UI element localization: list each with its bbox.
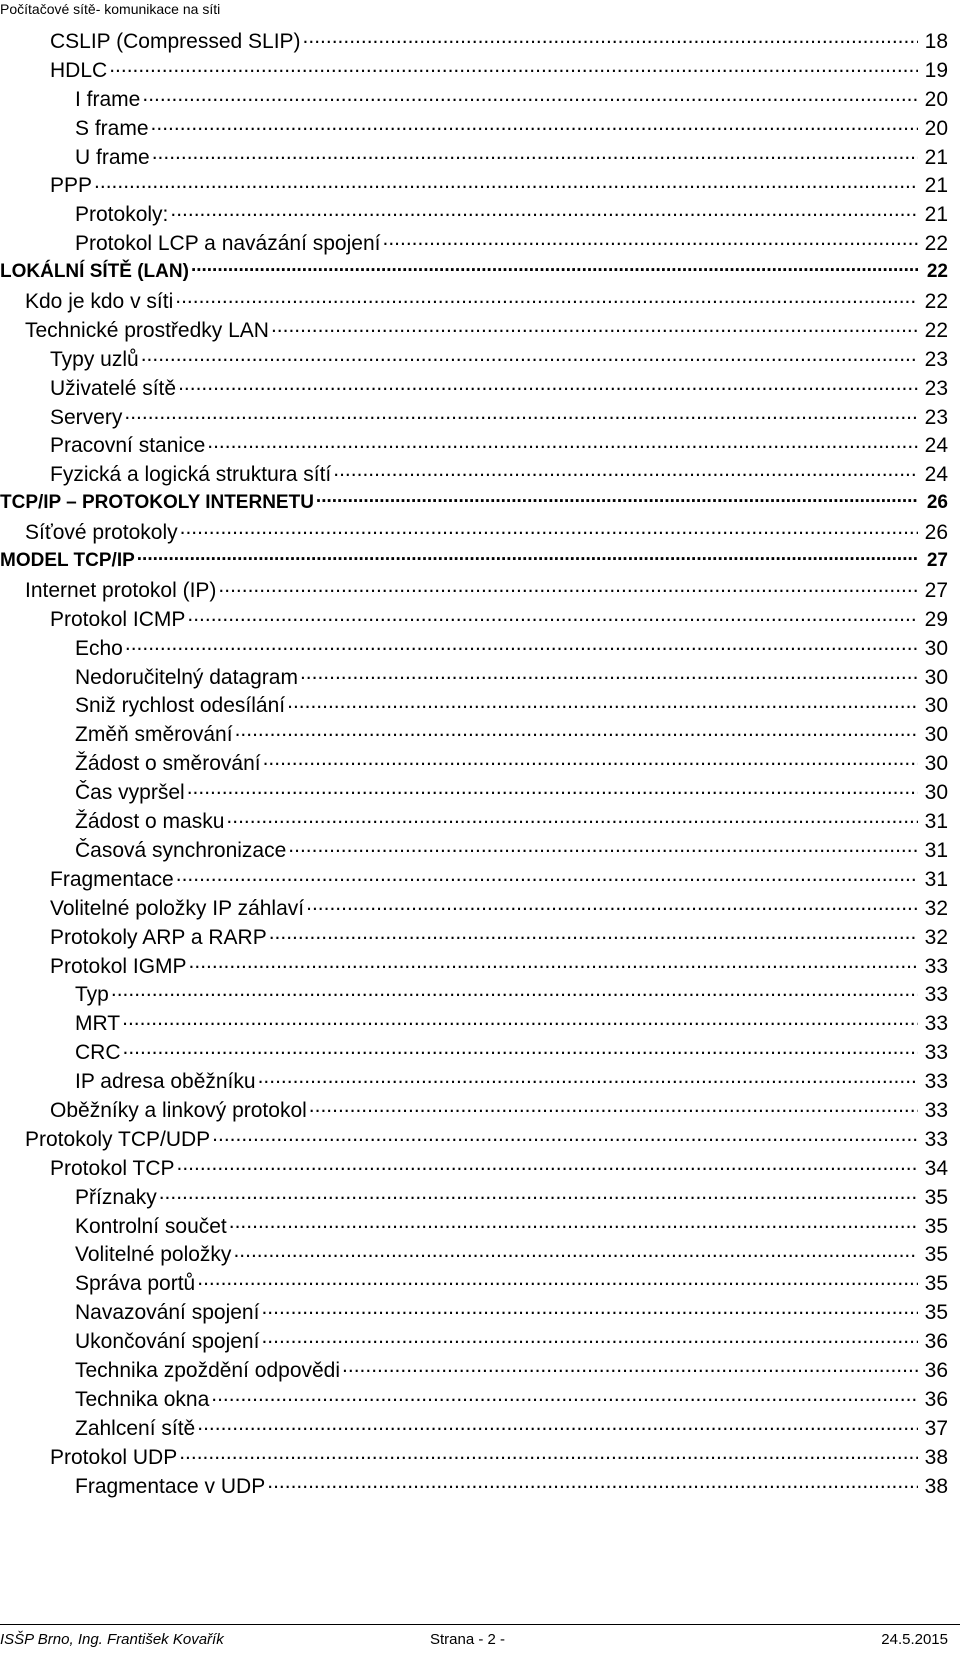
toc-entry-title: Volitelné položky IP záhlaví	[50, 896, 305, 920]
toc-entry-page: 38	[924, 1474, 948, 1498]
toc-entry-page: 23	[924, 405, 948, 429]
toc-entry-title: Protokol ICMP	[50, 607, 186, 631]
toc-dot-leader	[187, 605, 918, 626]
footer-page-number: Strana - 2 -	[430, 1631, 506, 1648]
toc-entry[interactable]	[0, 894, 960, 923]
toc-dot-leader	[306, 894, 918, 915]
toc-dot-leader	[152, 143, 918, 164]
toc-entry-page: 18	[924, 30, 948, 53]
toc-entry-page: 24	[924, 434, 948, 458]
toc-entry-title: Časová synchronizace	[75, 838, 287, 862]
toc-entry-title: Protokoly:	[75, 203, 169, 227]
toc-dot-leader	[267, 1472, 918, 1493]
toc-entry-title: Protokol UDP	[50, 1445, 178, 1469]
toc-entry-page: 22	[924, 232, 948, 256]
footer-author: ISŠP Brno, Ing. František Kovařík	[0, 1631, 224, 1648]
toc-entry-page: 33	[924, 1041, 948, 1065]
toc-dot-leader	[300, 663, 918, 684]
toc-entry-page: 26	[926, 492, 948, 514]
toc-entry-page: 36	[924, 1387, 948, 1411]
toc-dot-leader	[159, 1183, 918, 1204]
toc-dot-leader	[261, 1298, 918, 1319]
toc-dot-leader	[111, 980, 918, 1001]
toc-entry-page: 36	[924, 1330, 948, 1354]
toc-entry-page: 33	[924, 954, 948, 978]
toc-entry[interactable]	[0, 1240, 960, 1269]
toc-entry-title: Technické prostředky LAN	[25, 318, 269, 342]
toc-entry-title: Správa portů	[75, 1272, 196, 1296]
toc-entry-title: Čas vypršel	[75, 781, 185, 805]
toc-entry-page: 19	[924, 58, 948, 82]
toc-dot-leader	[124, 403, 918, 424]
toc-entry-title: Kontrolní součet	[75, 1214, 227, 1238]
toc-dot-leader	[316, 489, 918, 508]
toc-entry[interactable]	[0, 1443, 960, 1472]
toc-entry-page: 33	[924, 1127, 948, 1151]
toc-dot-leader	[197, 1414, 918, 1435]
toc-entry-title: HDLC	[50, 58, 108, 82]
toc-entry-page: 20	[924, 87, 948, 111]
toc-entry-title: Pracovní stanice	[50, 434, 206, 458]
toc-entry-title: Typ	[75, 983, 109, 1007]
toc-dot-leader	[170, 200, 918, 221]
toc-entry-title: Protokol LCP a navázání spojení	[75, 232, 381, 256]
toc-entry[interactable]	[0, 807, 960, 836]
toc-entry-page: 26	[924, 521, 948, 545]
toc-entry-title: Žádost o masku	[75, 810, 225, 834]
toc-entry-page: 22	[926, 261, 948, 283]
toc-entry-title: IP adresa oběžníku	[75, 1070, 256, 1094]
toc-entry-page: 32	[924, 925, 948, 949]
toc-entry-title: Fragmentace	[50, 867, 174, 891]
toc-entry[interactable]	[0, 952, 960, 981]
toc-entry[interactable]	[0, 374, 960, 403]
toc-entry[interactable]	[0, 171, 960, 200]
toc-entry-page: 29	[924, 607, 948, 631]
toc-entry[interactable]	[0, 576, 960, 605]
toc-dot-leader	[123, 1038, 919, 1059]
toc-dot-leader	[122, 1009, 918, 1030]
toc-entry-page: 31	[924, 838, 948, 862]
toc-dot-leader	[191, 258, 918, 277]
toc-entry[interactable]	[0, 489, 960, 518]
toc-entry-page: 23	[924, 347, 948, 371]
toc-entry-title: Typy uzlů	[50, 347, 139, 371]
toc-entry-title: CRC	[75, 1041, 121, 1065]
toc-entry-page: 27	[926, 550, 948, 572]
toc-entry-page: 31	[924, 810, 948, 834]
toc-entry-title: Protokoly TCP/UDP	[25, 1127, 211, 1151]
toc-entry-title: Volitelné položky	[75, 1243, 232, 1267]
toc-entry[interactable]	[0, 316, 960, 345]
toc-entry[interactable]	[0, 1038, 960, 1067]
toc-entry[interactable]	[0, 980, 960, 1009]
toc-dot-leader	[235, 720, 918, 741]
toc-dot-leader	[288, 836, 918, 857]
toc-entry-page: 35	[924, 1272, 948, 1296]
toc-dot-leader	[269, 923, 918, 944]
toc-entry-title: Protokol IGMP	[50, 954, 187, 978]
toc-entry-title: Echo	[75, 636, 123, 660]
document-title: Počítačové sítě- komunikace na síti	[0, 1, 221, 17]
toc-dot-leader	[229, 1212, 918, 1233]
toc-entry[interactable]	[0, 1096, 960, 1125]
toc-entry[interactable]	[0, 1125, 960, 1154]
toc-dot-leader	[207, 431, 918, 452]
toc-entry[interactable]	[0, 258, 960, 287]
toc-entry-page: 35	[924, 1185, 948, 1209]
footer-divider	[0, 1624, 960, 1625]
toc-dot-leader	[271, 316, 918, 337]
toc-entry-title: Uživatelé sítě	[50, 376, 177, 400]
toc-entry-title: PPP	[50, 174, 93, 198]
toc-entry-page: 33	[924, 983, 948, 1007]
toc-dot-leader	[179, 1443, 918, 1464]
toc-entry-page: 30	[924, 665, 948, 689]
toc-dot-leader	[263, 749, 918, 770]
toc-entry-page: 30	[924, 723, 948, 747]
toc-dot-leader	[180, 518, 918, 539]
toc-entry[interactable]	[0, 345, 960, 374]
toc-entry-title: Sniž rychlost odesílání	[75, 694, 286, 718]
toc-entry[interactable]	[0, 1298, 960, 1327]
toc-dot-leader	[151, 114, 918, 135]
toc-entry-page: 33	[924, 1012, 948, 1036]
toc-entry[interactable]	[0, 1183, 960, 1212]
toc-entry-page: 30	[924, 752, 948, 776]
toc-entry[interactable]	[0, 547, 960, 576]
toc-entry-page: 21	[924, 145, 948, 169]
toc-entry-title: Zahlcení sítě	[75, 1416, 196, 1440]
toc-entry-title: TCP/IP – PROTOKOLY INTERNETU	[0, 492, 314, 514]
toc-entry-title: Žádost o směrování	[75, 752, 261, 776]
toc-entry-page: 35	[924, 1301, 948, 1325]
toc-entry-page: 27	[924, 578, 948, 602]
toc-entry-title: Kdo je kdo v síti	[25, 290, 174, 314]
toc-dot-leader	[303, 27, 918, 48]
toc-entry[interactable]	[0, 663, 960, 692]
toc-dot-leader	[211, 1385, 918, 1406]
toc-entry-page: 30	[924, 781, 948, 805]
toc-entry-page: 37	[924, 1416, 948, 1440]
toc-entry[interactable]	[0, 865, 960, 894]
toc-entry-title: Nedoručitelný datagram	[75, 665, 298, 689]
toc-entry[interactable]	[0, 143, 960, 172]
toc-entry-title: Technika zpoždění odpovědi	[75, 1358, 341, 1382]
toc-entry[interactable]	[0, 431, 960, 460]
toc-entry-page: 20	[924, 116, 948, 140]
toc-dot-leader	[187, 778, 918, 799]
toc-dot-leader	[342, 1356, 918, 1377]
toc-entry-title: Oběžníky a linkový protokol	[50, 1098, 307, 1122]
toc-entry[interactable]	[0, 749, 960, 778]
toc-entry-title: MODEL TCP/IP	[0, 550, 135, 572]
toc-entry-page: 33	[924, 1098, 948, 1122]
footer-date: 24.5.2015	[881, 1631, 948, 1648]
toc-entry[interactable]	[0, 1472, 960, 1501]
toc-entry-page: 34	[924, 1156, 948, 1180]
table-of-contents	[0, 27, 960, 1500]
toc-entry[interactable]	[0, 200, 960, 229]
toc-entry-title: Síťové protokoly	[25, 521, 178, 545]
toc-dot-leader	[197, 1269, 918, 1290]
toc-entry-page: 22	[924, 290, 948, 314]
toc-entry-page: 31	[924, 867, 948, 891]
toc-entry-title: U frame	[75, 145, 150, 169]
page-footer	[0, 1630, 960, 1650]
toc-entry[interactable]	[0, 1212, 960, 1241]
toc-entry[interactable]	[0, 1385, 960, 1414]
toc-entry-title: CSLIP (Compressed SLIP)	[50, 30, 301, 53]
toc-entry-page: 30	[924, 636, 948, 660]
toc-entry[interactable]	[0, 460, 960, 489]
toc-entry-page: 23	[924, 376, 948, 400]
toc-dot-leader	[177, 1154, 919, 1175]
toc-dot-leader	[94, 171, 918, 192]
toc-entry-page: 35	[924, 1214, 948, 1238]
toc-dot-leader	[218, 576, 918, 597]
toc-entry-page: 24	[924, 463, 948, 487]
toc-entry[interactable]	[0, 1327, 960, 1356]
toc-dot-leader	[141, 345, 918, 366]
toc-entry-title: LOKÁLNÍ SÍTĚ (LAN)	[0, 261, 189, 283]
toc-entry[interactable]	[0, 27, 960, 56]
toc-entry[interactable]	[0, 836, 960, 865]
toc-entry[interactable]	[0, 1154, 960, 1183]
toc-entry-page: 38	[924, 1445, 948, 1469]
toc-entry-title: Navazování spojení	[75, 1301, 260, 1325]
toc-entry-page: 36	[924, 1358, 948, 1382]
toc-entry[interactable]	[0, 605, 960, 634]
toc-entry-page: 32	[924, 896, 948, 920]
toc-entry[interactable]	[0, 56, 960, 85]
toc-entry-page: 21	[924, 203, 948, 227]
toc-entry[interactable]	[0, 287, 960, 316]
toc-entry-title: Změň směrování	[75, 723, 233, 747]
toc-dot-leader	[261, 1327, 918, 1348]
toc-dot-leader	[287, 691, 918, 712]
toc-dot-leader	[233, 1240, 918, 1261]
toc-dot-leader	[333, 460, 918, 481]
toc-entry-page: 22	[924, 318, 948, 342]
toc-entry[interactable]	[0, 518, 960, 547]
toc-entry[interactable]	[0, 1356, 960, 1385]
toc-dot-leader	[176, 865, 918, 886]
toc-entry[interactable]	[0, 1414, 960, 1443]
toc-entry[interactable]	[0, 114, 960, 143]
toc-entry-title: Technika okna	[75, 1387, 210, 1411]
toc-entry[interactable]	[0, 923, 960, 952]
toc-dot-leader	[226, 807, 918, 828]
toc-entry-title: Příznaky	[75, 1185, 157, 1209]
toc-dot-leader	[382, 229, 918, 250]
toc-dot-leader	[189, 952, 918, 973]
toc-entry[interactable]	[0, 720, 960, 749]
toc-entry-page: 35	[924, 1243, 948, 1267]
toc-entry[interactable]	[0, 634, 960, 663]
toc-entry-page: 21	[924, 174, 948, 198]
toc-entry-title: Protokoly ARP a RARP	[50, 925, 267, 949]
toc-entry-page: 33	[924, 1070, 948, 1094]
toc-entry-title: Internet protokol (IP)	[25, 578, 217, 602]
toc-entry-title: Ukončování spojení	[75, 1330, 260, 1354]
toc-entry-title: Servery	[50, 405, 123, 429]
toc-entry[interactable]	[0, 691, 960, 720]
toc-dot-leader	[125, 634, 918, 655]
page-header	[0, 0, 220, 18]
toc-entry-title: Fyzická a logická struktura sítí	[50, 463, 332, 487]
toc-entry-title: S frame	[75, 116, 149, 140]
toc-dot-leader	[137, 547, 918, 566]
toc-dot-leader	[178, 374, 918, 395]
toc-entry[interactable]	[0, 403, 960, 432]
toc-entry[interactable]	[0, 1269, 960, 1298]
toc-dot-leader	[258, 1067, 918, 1088]
toc-dot-leader	[212, 1125, 918, 1146]
toc-entry[interactable]	[0, 778, 960, 807]
toc-entry-title: MRT	[75, 1012, 121, 1036]
toc-entry[interactable]	[0, 229, 960, 258]
toc-entry[interactable]	[0, 1009, 960, 1038]
toc-entry-title: Fragmentace v UDP	[75, 1474, 266, 1498]
toc-entry[interactable]	[0, 1067, 960, 1096]
toc-entry-page: 30	[924, 694, 948, 718]
toc-dot-leader	[142, 85, 918, 106]
toc-entry-title: I frame	[75, 87, 141, 111]
toc-dot-leader	[109, 56, 918, 77]
toc-dot-leader	[175, 287, 918, 308]
toc-entry[interactable]	[0, 85, 960, 114]
toc-entry-title: Protokol TCP	[50, 1156, 175, 1180]
toc-dot-leader	[309, 1096, 918, 1117]
